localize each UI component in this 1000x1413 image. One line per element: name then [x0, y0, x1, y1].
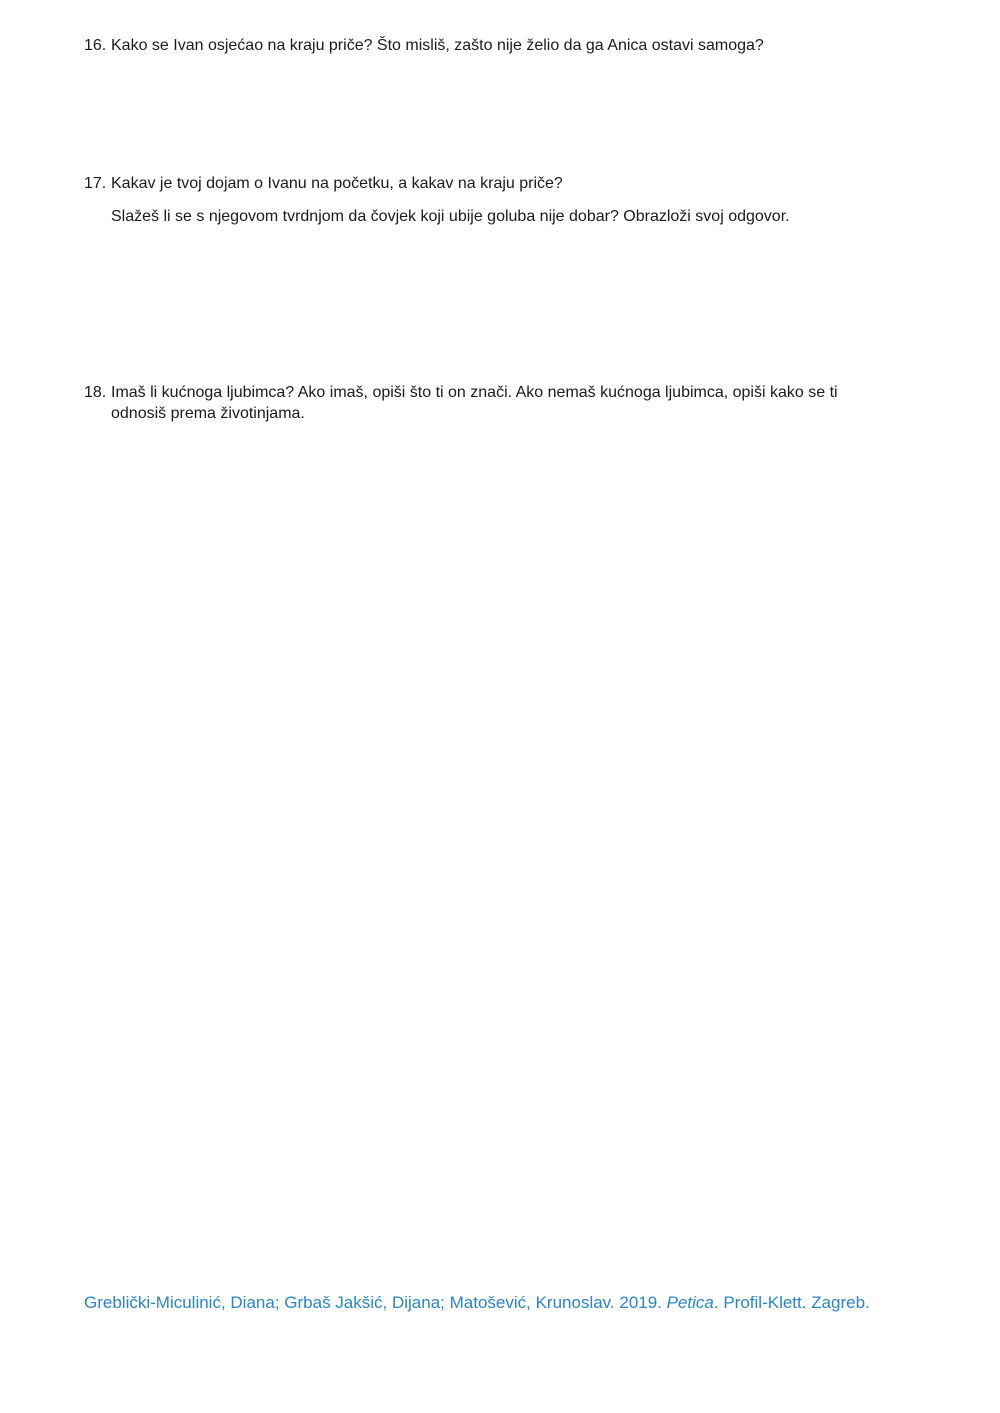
- answer-area-16[interactable]: [84, 70, 914, 160]
- question-18: [84, 382, 914, 424]
- question-text: Kakav je tvoj dojam o Ivanu na početku, a kakav na kraju priče?: [111, 175, 563, 192]
- source-citation: [84, 1293, 870, 1313]
- question-text: Kako se Ivan osjećao na kraju priče? Što misliš, zašto nije želio da ga Anica ostavi samoga?: [111, 37, 764, 54]
- answer-area-18[interactable]: [84, 435, 914, 1255]
- citation-publisher: . Profil-Klett. Zagreb.: [713, 1293, 870, 1312]
- citation-authors: Greblički-Miculinić, Diana; Grbaš Jakšić, Dijana; Matošević, Krunoslav. 2019.: [84, 1293, 662, 1312]
- question-subtext: Slažeš li se s njegovom tvrdnjom da čovjek koji ubije goluba nije dobar? Obrazloži svoj odgovor.: [111, 208, 790, 225]
- question-17: [84, 173, 914, 227]
- question-number: 18.: [84, 384, 107, 401]
- question-16: [84, 35, 914, 56]
- question-number: 16.: [84, 37, 107, 54]
- question-text: Imaš li kućnoga ljubimca? Ako imaš, opiši što ti on znači. Ako nemaš kućnoga ljubimca, opiši kako se ti odnosiš prema životinjama.: [111, 384, 838, 422]
- answer-area-17[interactable]: [84, 240, 914, 370]
- question-number: 17.: [84, 175, 107, 192]
- citation-title: Petica: [666, 1293, 714, 1312]
